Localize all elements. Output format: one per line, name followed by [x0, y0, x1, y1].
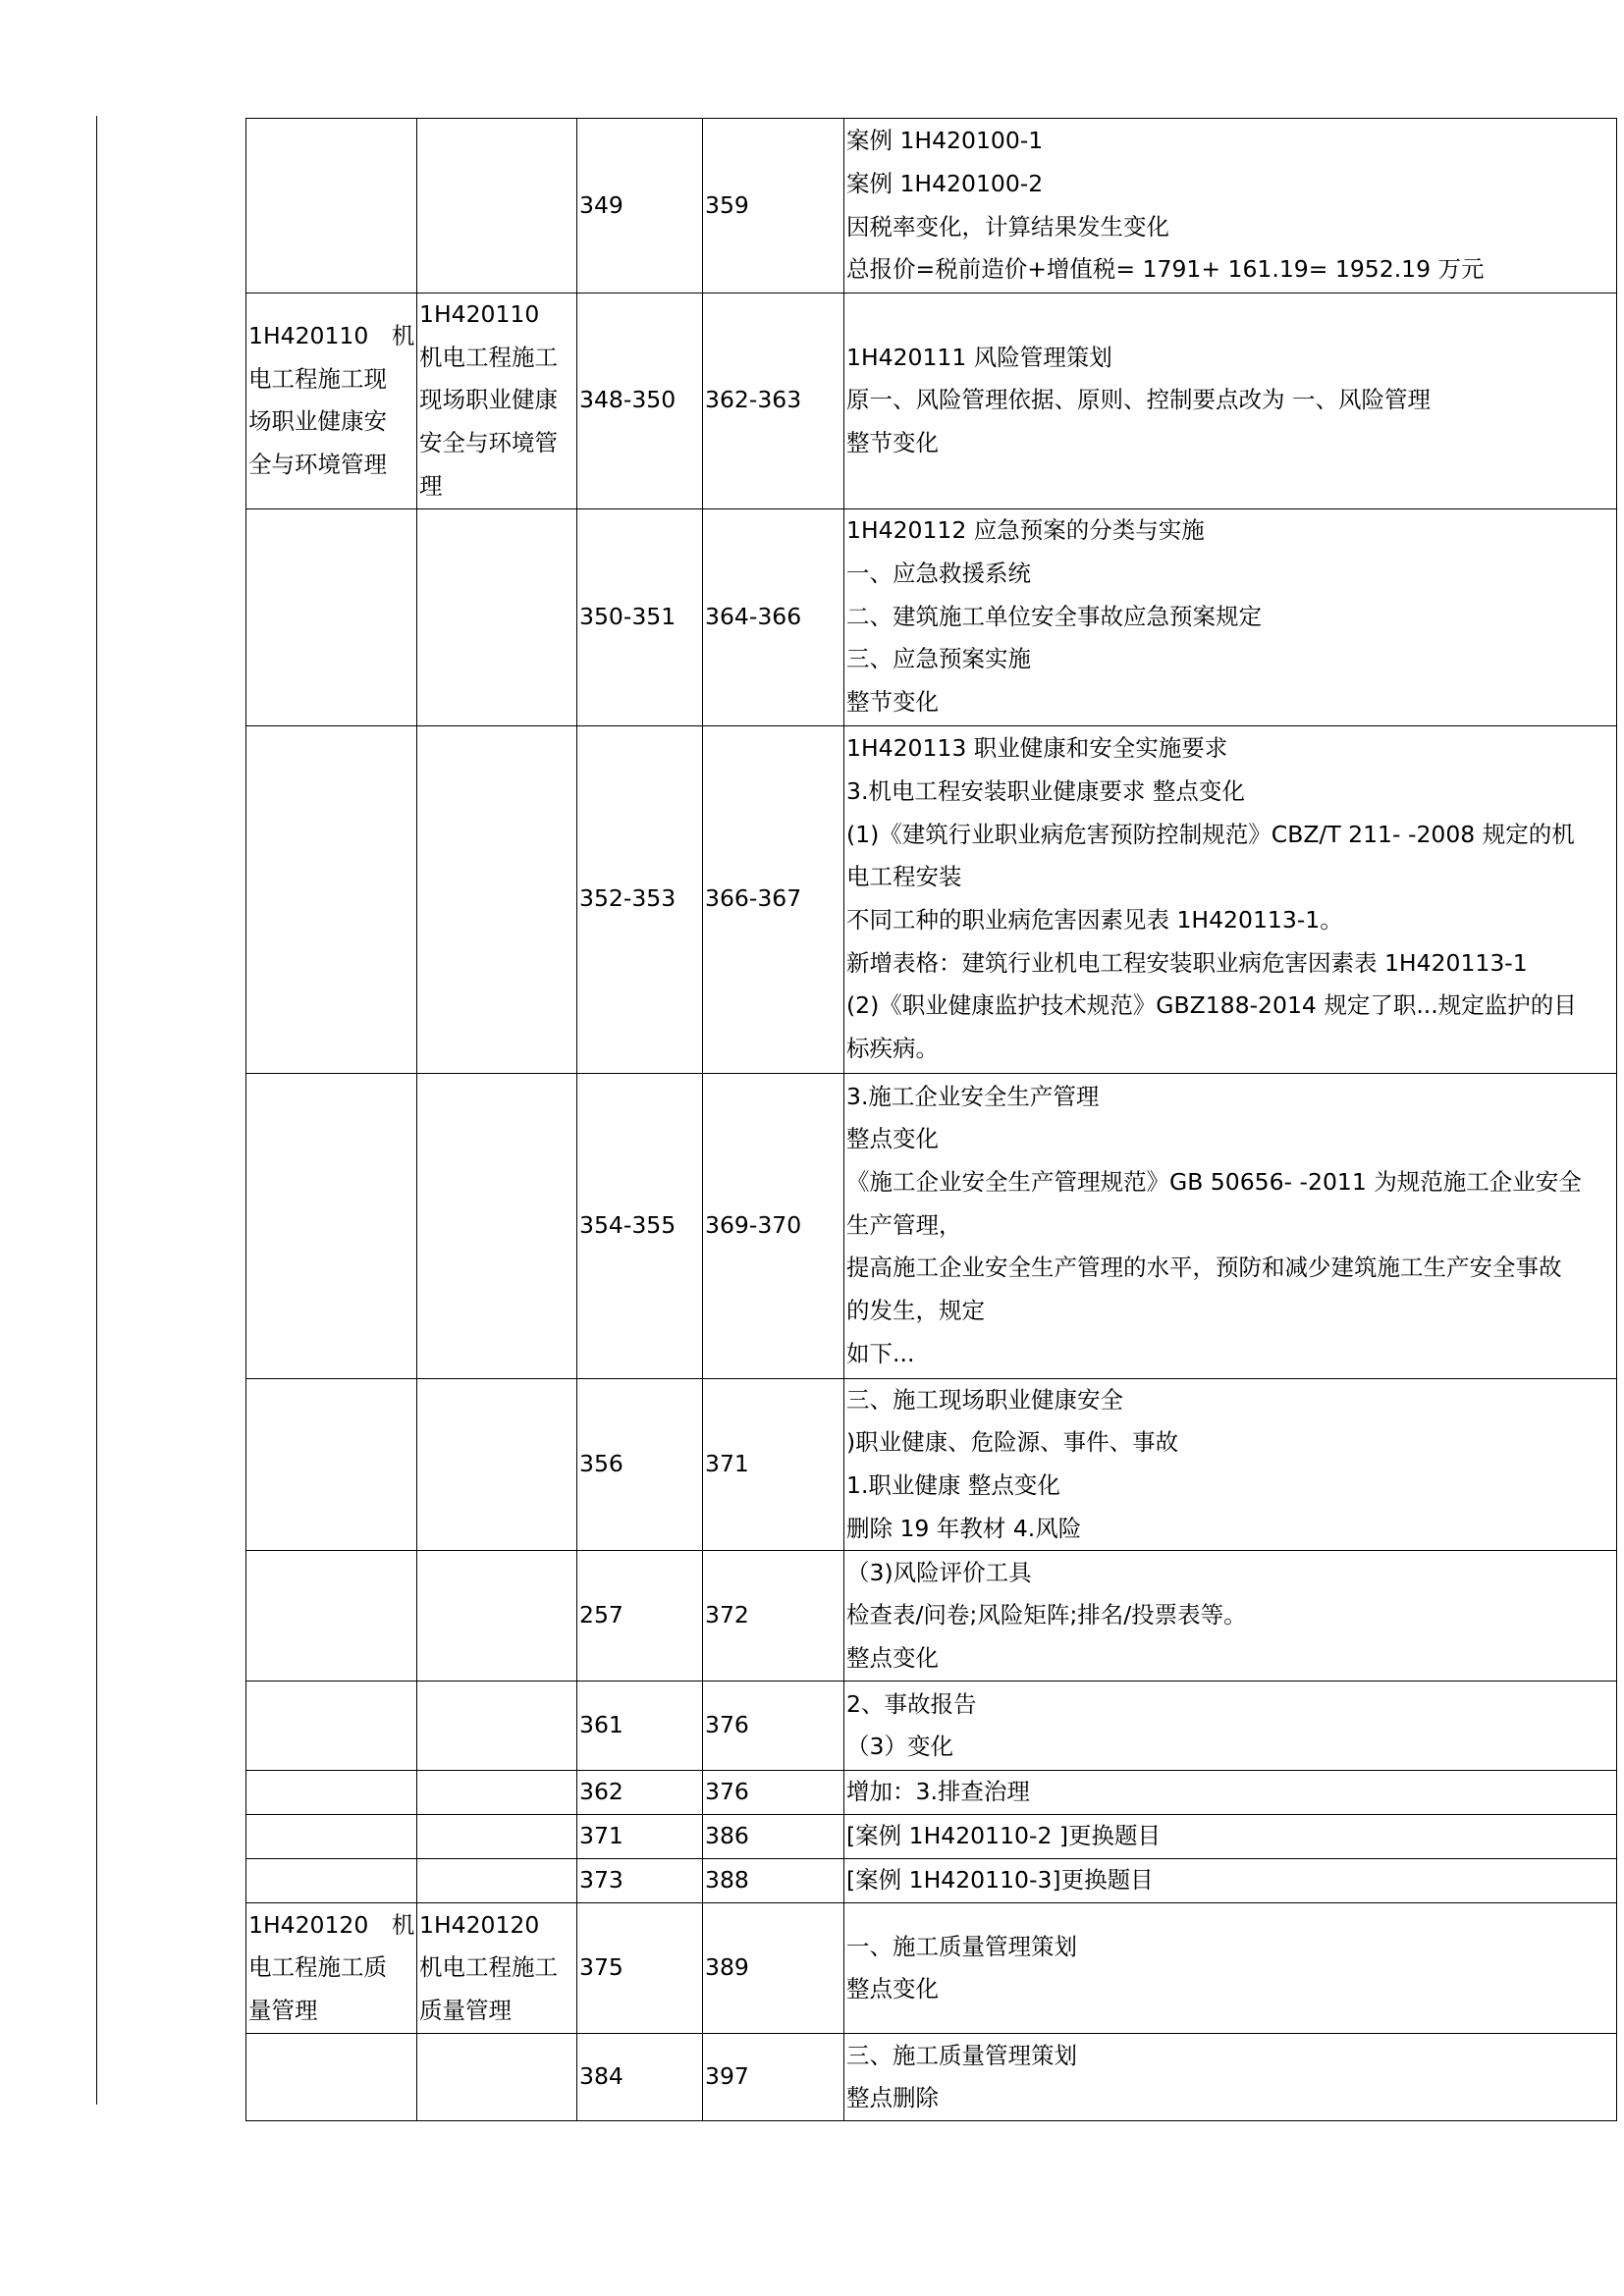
description-line: 三、施工质量管理策划: [846, 2041, 1077, 2069]
description-line: 总报价=税前造价+增值税= 1791+ 161.19= 1952.19 万元: [846, 255, 1485, 284]
subsection-line: 质量管理: [419, 1997, 512, 2025]
section-cell: [246, 1815, 417, 1859]
description-line: 因税率变化，计算结果发生变化: [846, 212, 1169, 240]
new-page-cell: 372: [703, 1551, 844, 1682]
description-line: 电工程安装: [846, 863, 962, 891]
description-line: )职业健康、危险源、事件、事故: [846, 1428, 1179, 1457]
subsection-line: 机电工程施工: [419, 1953, 558, 1982]
old-page-cell: 350-351: [577, 508, 703, 725]
page-margin-line: [96, 116, 97, 2105]
textbook-changes-table: [245, 118, 1617, 2121]
subsection-cell: [417, 1551, 577, 1682]
new-page-cell: 397: [703, 2034, 844, 2121]
table-row: [246, 725, 1617, 1073]
old-page-cell: 362: [577, 1771, 703, 1815]
table-row: [246, 1682, 1617, 1771]
section-cell: [246, 508, 417, 725]
description-line: 1.职业健康 整点变化: [846, 1470, 1060, 1499]
description-line: 《施工企业安全生产管理规范》GB 50656- -2011 为规范施工企业安全: [846, 1167, 1582, 1196]
new-page-cell: 369-370: [703, 1073, 844, 1378]
description-line: 检查表/问卷;风险矩阵;排名/投票表等。: [846, 1601, 1247, 1629]
change-description-cell: [844, 1859, 1617, 1903]
new-page-cell: 366-367: [703, 725, 844, 1073]
section-cell: [246, 294, 417, 509]
new-page-cell: 376: [703, 1682, 844, 1771]
change-description-cell: [844, 119, 1617, 294]
section-line: 电工程施工质: [248, 1953, 387, 1982]
description-line: 一、施工质量管理策划: [846, 1932, 1077, 1960]
description-line: (2)《职业健康监护技术规范》GBZ188-2014 规定了职...规定监护的目: [846, 991, 1577, 1020]
subsection-cell: [417, 1073, 577, 1378]
old-page-cell: 356: [577, 1378, 703, 1551]
change-description-cell: [844, 725, 1617, 1073]
description-line: 1H420111 风险管理策划: [846, 343, 1112, 371]
section-line: 1H420120 机: [248, 1910, 415, 1939]
section-cell: [246, 1859, 417, 1903]
description-line: [案例 1H420110-2 ]更换题目: [846, 1822, 1162, 1850]
section-cell: [246, 1903, 417, 2034]
subsection-line: 1H420120: [419, 1910, 540, 1939]
new-page-cell: 371: [703, 1378, 844, 1551]
subsection-line: 理: [419, 471, 443, 500]
new-page-cell: 388: [703, 1859, 844, 1903]
new-page-cell: 362-363: [703, 294, 844, 509]
description-line: 整点变化: [846, 1644, 939, 1673]
subsection-cell: [417, 1903, 577, 2034]
table-row: [246, 2034, 1617, 2121]
description-line: 整节变化: [846, 429, 939, 457]
new-page-cell: 364-366: [703, 508, 844, 725]
table-row: [246, 294, 1617, 509]
section-line: 场职业健康安: [248, 407, 387, 436]
section-cell: [246, 1771, 417, 1815]
description-line: 3.施工企业安全生产管理: [846, 1082, 1100, 1110]
old-page-cell: 257: [577, 1551, 703, 1682]
change-description-cell: [844, 508, 1617, 725]
description-line: （3）变化: [846, 1733, 953, 1761]
description-line: 整点变化: [846, 1125, 939, 1153]
description-line: 标疾病。: [846, 1035, 939, 1063]
description-line: 二、建筑施工单位安全事故应急预案规定: [846, 602, 1262, 630]
section-cell: [246, 119, 417, 294]
table-row: [246, 1903, 1617, 2034]
table-row: [246, 1859, 1617, 1903]
change-description-cell: [844, 2034, 1617, 2121]
subsection-cell: [417, 508, 577, 725]
description-line: 一、应急救援系统: [846, 559, 1031, 587]
section-cell: [246, 1378, 417, 1551]
old-page-cell: 375: [577, 1903, 703, 2034]
change-description-cell: [844, 1903, 1617, 2034]
description-line: 删除 19 年教材 4.风险: [846, 1514, 1082, 1542]
section-cell: [246, 1682, 417, 1771]
subsection-cell: [417, 1815, 577, 1859]
subsection-line: 1H420110: [419, 300, 540, 328]
old-page-cell: 373: [577, 1859, 703, 1903]
section-cell: [246, 1551, 417, 1682]
description-line: 如下...: [846, 1339, 915, 1367]
table-row: [246, 508, 1617, 725]
description-line: 1H420113 职业健康和安全实施要求: [846, 734, 1228, 763]
description-line: 整点变化: [846, 1975, 939, 2003]
description-line: 的发生，规定: [846, 1297, 985, 1325]
description-line: [案例 1H420110-3]更换题目: [846, 1866, 1154, 1895]
description-line: 三、应急预案实施: [846, 645, 1031, 673]
old-page-cell: 349: [577, 119, 703, 294]
section-cell: [246, 725, 417, 1073]
table-row: [246, 1073, 1617, 1378]
new-page-cell: 386: [703, 1815, 844, 1859]
subsection-line: 安全与环境管: [419, 429, 558, 457]
table-row: [246, 1378, 1617, 1551]
change-description-cell: [844, 1682, 1617, 1771]
section-cell: [246, 1073, 417, 1378]
description-line: 增加：3.排查治理: [846, 1778, 1030, 1806]
description-line: 提高施工企业安全生产管理的水平，预防和减少建筑施工生产安全事故: [846, 1254, 1562, 1282]
subsection-cell: [417, 1682, 577, 1771]
new-page-cell: 376: [703, 1771, 844, 1815]
description-line: 不同工种的职业病危害因素见表 1H420113-1。: [846, 906, 1343, 934]
change-description-cell: [844, 1815, 1617, 1859]
description-line: 整点删除: [846, 2084, 939, 2112]
description-line: 原一、风险管理依据、原则、控制要点改为 一、风险管理: [846, 386, 1431, 414]
old-page-cell: 354-355: [577, 1073, 703, 1378]
old-page-cell: 348-350: [577, 294, 703, 509]
description-line: 案例 1H420100-1: [846, 127, 1044, 155]
old-page-cell: 371: [577, 1815, 703, 1859]
table-row: [246, 1771, 1617, 1815]
subsection-cell: [417, 294, 577, 509]
subsection-line: 现场职业健康: [419, 386, 558, 414]
change-description-cell: [844, 1073, 1617, 1378]
description-line: 1H420112 应急预案的分类与实施: [846, 516, 1205, 545]
table-row: [246, 119, 1617, 294]
description-line: （3)风险评价工具: [846, 1558, 1032, 1586]
section-line: 全与环境管理: [248, 450, 387, 478]
description-line: 3.机电工程安装职业健康要求 整点变化: [846, 776, 1245, 805]
table-body: [246, 119, 1617, 2121]
description-line: 生产管理，: [846, 1210, 962, 1239]
section-line: 电工程施工现: [248, 364, 387, 393]
subsection-cell: [417, 1771, 577, 1815]
description-line: 三、施工现场职业健康安全: [846, 1385, 1123, 1414]
description-line: 整节变化: [846, 688, 939, 717]
change-description-cell: [844, 1551, 1617, 1682]
subsection-cell: [417, 725, 577, 1073]
old-page-cell: 384: [577, 2034, 703, 2121]
new-page-cell: 359: [703, 119, 844, 294]
new-page-cell: 389: [703, 1903, 844, 2034]
description-line: (1)《建筑行业职业病危害预防控制规范》CBZ/T 211- -2008 规定的机: [846, 820, 1575, 848]
old-page-cell: 361: [577, 1682, 703, 1771]
section-line: 1H420110 机: [248, 321, 415, 349]
section-line: 量管理: [248, 1997, 318, 2025]
old-page-cell: 352-353: [577, 725, 703, 1073]
subsection-cell: [417, 1378, 577, 1551]
description-line: 2、事故报告: [846, 1689, 977, 1718]
section-cell: [246, 2034, 417, 2121]
description-line: 新增表格：建筑行业机电工程安装职业病危害因素表 1H420113-1: [846, 948, 1528, 977]
change-description-cell: [844, 1378, 1617, 1551]
change-description-cell: [844, 1771, 1617, 1815]
subsection-cell: [417, 1859, 577, 1903]
subsection-line: 机电工程施工: [419, 343, 558, 371]
change-description-cell: [844, 294, 1617, 509]
subsection-cell: [417, 119, 577, 294]
table-row: [246, 1551, 1617, 1682]
description-line: 案例 1H420100-2: [846, 169, 1044, 197]
subsection-cell: [417, 2034, 577, 2121]
table-row: [246, 1815, 1617, 1859]
